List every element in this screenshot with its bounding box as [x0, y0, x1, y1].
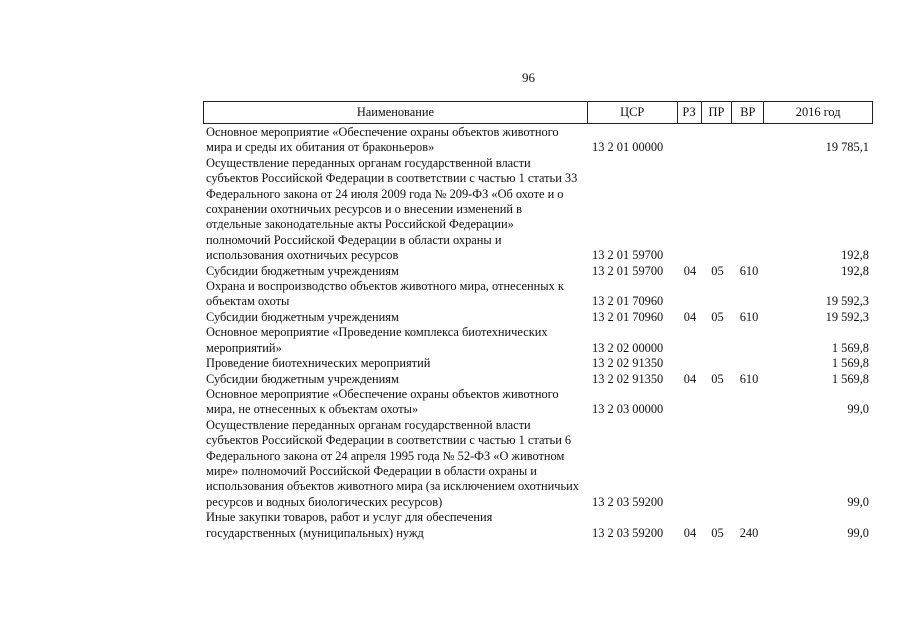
row-csr: 13 2 03 00000	[592, 402, 664, 417]
row-name: Охрана и воспроизводство объектов животного мира, отнесенных к объектам охоты	[206, 279, 564, 309]
row-value: 99,0	[847, 525, 869, 540]
header-year: 2016 год	[795, 104, 841, 119]
header-pr: ПР	[702, 102, 733, 123]
row-csr: 13 2 01 59700	[592, 248, 664, 263]
row-csr: 13 2 01 59700	[592, 263, 664, 278]
row-pr: 05	[711, 525, 724, 540]
row-rz: 04	[683, 525, 697, 540]
row-value: 192,8	[841, 248, 869, 263]
row-csr: 13 2 02 00000	[592, 340, 664, 355]
table-row	[203, 125, 873, 156]
budget-table	[203, 101, 873, 541]
row-name: Субсидии бюджетным учреждениям	[206, 309, 399, 324]
header-csr: ЦСР	[588, 102, 678, 123]
row-pr: 05	[711, 371, 724, 386]
row-csr: 13 2 01 70960	[592, 309, 664, 324]
row-vr: 610	[739, 309, 759, 324]
header-name: Наименование	[204, 102, 588, 123]
table-row	[203, 387, 873, 418]
table-row	[203, 264, 873, 279]
row-name: Осуществление переданных органам государственной власти субъектов Российской Федерации в соответствии с частью 1 статьи 6 Федерального закона от 24 апреля 1995 года № 52-ФЗ «О животном мире» полномочий Российской Федерации в области охраны и использования объектов животного мира (за исключением охотничьих ресурсов и водных биологических ресурсов)	[206, 417, 579, 509]
row-vr: 610	[739, 263, 759, 278]
row-name: Осуществление переданных органам государственной власти субъектов Российской Федерации в соответствии с частью 1 статьи 33 Федерального закона от 24 июля 2009 года № 209-ФЗ «Об охоте и о сохранении охотничьих ресурсов и о внесении изменений в отдельные законодательные акты Российской Федерации» полномочий Российской Федерации в области охраны и использования охотничьих ресурсов	[206, 155, 578, 263]
row-vr: 610	[739, 371, 759, 386]
page-number: 96	[522, 70, 535, 85]
table-row	[203, 356, 873, 371]
table-row	[203, 418, 873, 510]
table-row	[203, 156, 873, 264]
row-rz: 04	[683, 309, 697, 324]
row-value: 192,8	[841, 263, 869, 278]
row-vr: 240	[739, 525, 759, 540]
row-name: Основное мероприятие «Обеспечение охраны объектов животного мира и среды их обитания от браконьеров»	[206, 125, 559, 155]
row-name: Проведение биотехнических мероприятий	[206, 356, 431, 371]
row-csr: 13 2 02 91350	[592, 356, 664, 371]
row-value: 99,0	[847, 494, 869, 509]
row-name: Субсидии бюджетным учреждениям	[206, 263, 399, 278]
row-value: 19 592,3	[825, 309, 869, 324]
row-rz: 04	[683, 371, 697, 386]
row-value: 99,0	[847, 402, 869, 417]
row-rz: 04	[683, 263, 697, 278]
row-value: 19 592,3	[825, 294, 869, 309]
table-row	[203, 310, 873, 325]
table-row	[203, 510, 873, 541]
row-name: Иные закупки товаров, работ и услуг для обеспечения государственных (муниципальных) нужд	[206, 510, 493, 540]
row-pr: 05	[711, 263, 724, 278]
row-name: Основное мероприятие «Проведение комплекса биотехнических мероприятий»	[206, 325, 548, 355]
row-value: 1 569,8	[831, 340, 869, 355]
table-header	[203, 101, 873, 124]
row-csr: 13 2 02 91350	[592, 371, 664, 386]
row-csr: 13 2 03 59200	[592, 494, 664, 509]
row-csr: 13 2 01 70960	[592, 294, 664, 309]
table-row	[203, 372, 873, 387]
table-row	[203, 325, 873, 356]
row-pr: 05	[711, 309, 724, 324]
row-name: Субсидии бюджетным учреждениям	[206, 371, 399, 386]
table-row	[203, 279, 873, 310]
table-body	[203, 125, 873, 541]
row-value: 1 569,8	[831, 356, 869, 371]
row-value: 19 785,1	[825, 140, 869, 155]
header-rz: РЗ	[678, 102, 702, 123]
row-value: 1 569,8	[831, 371, 869, 386]
row-csr: 13 2 01 00000	[592, 140, 664, 155]
row-name: Основное мероприятие «Обеспечение охраны объектов животного мира, не отнесенных к объектам охоты»	[206, 386, 559, 417]
row-csr: 13 2 03 59200	[592, 525, 664, 540]
header-vr: ВР	[732, 102, 764, 123]
